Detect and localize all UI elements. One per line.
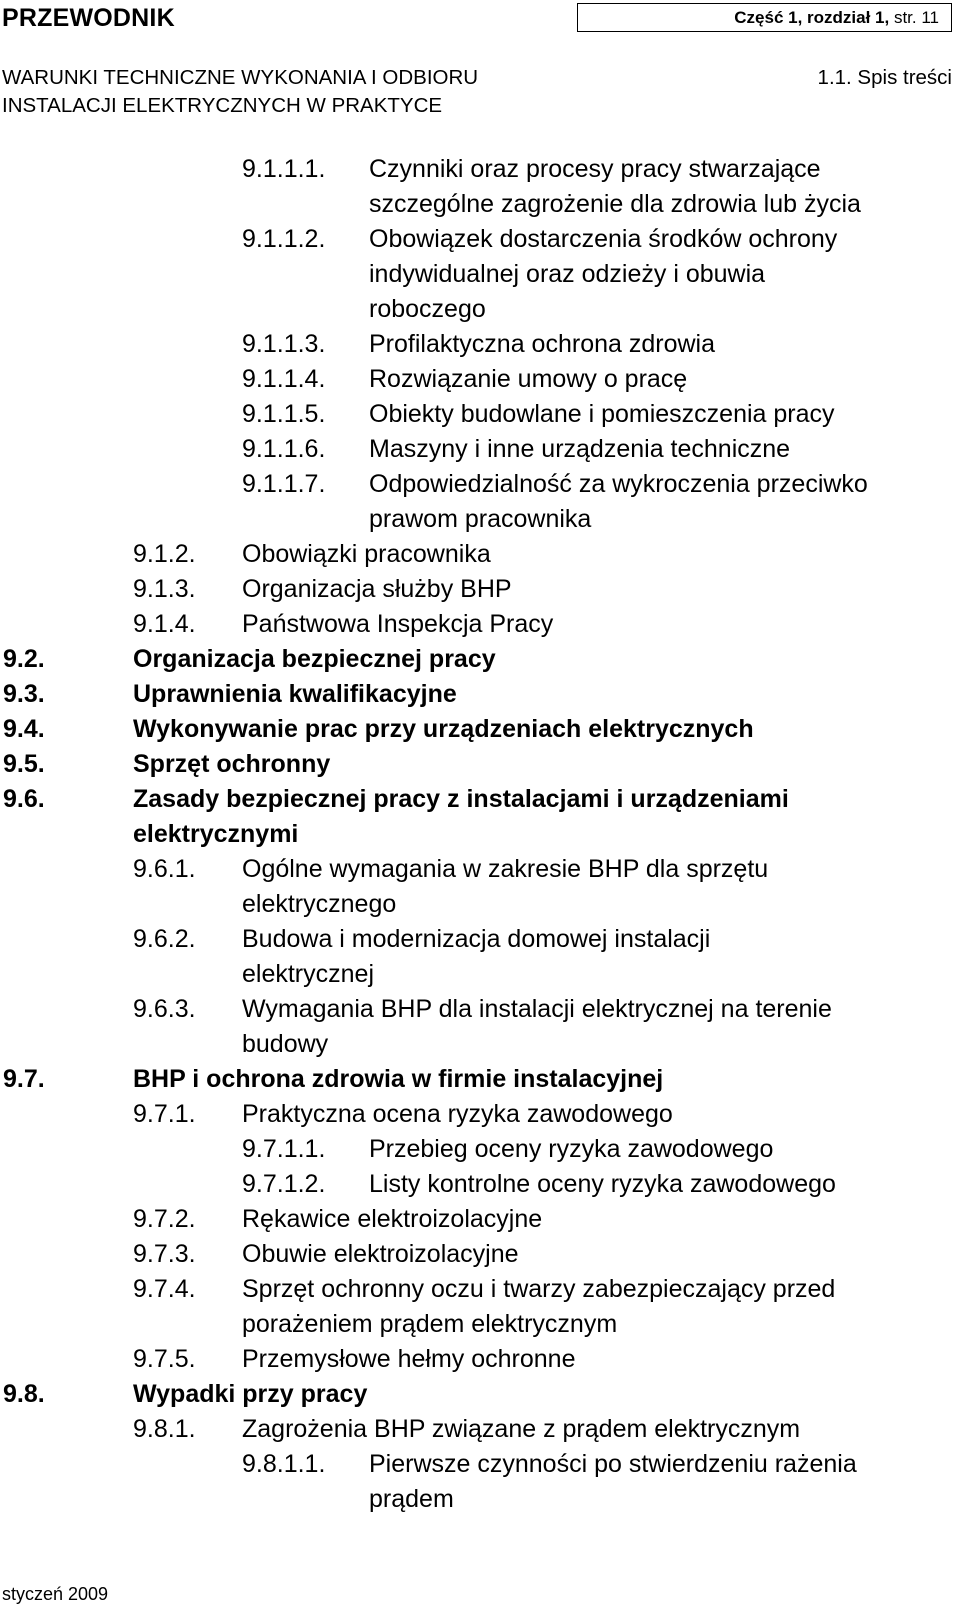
toc-entry[interactable] — [0, 1272, 960, 1342]
toc-entry-number: 9.1.1.1. — [242, 155, 326, 183]
toc-entry-number: 9.1.1.2. — [242, 225, 326, 253]
toc-entry[interactable] — [0, 327, 960, 362]
toc-entry-number: 9.1.1.3. — [242, 330, 326, 358]
toc-entry-title-line: Maszyny i inne urządzenia techniczne — [369, 435, 791, 463]
toc-entry-title-line: Obiekty budowlane i pomieszczenia pracy — [369, 400, 835, 428]
toc-entry-number: 9.1.2. — [133, 540, 196, 568]
toc-entry[interactable] — [0, 432, 960, 467]
toc-entry[interactable] — [0, 362, 960, 397]
toc-entry[interactable] — [0, 1377, 960, 1412]
toc-entry-number: 9.7.4. — [133, 1275, 196, 1303]
toc-entry-title-line: Organizacja bezpiecznej pracy — [133, 645, 496, 673]
toc-entry-title-line: Zagrożenia BHP związane z prądem elektrycznym — [242, 1415, 801, 1443]
toc-entry-title-line: Organizacja służby BHP — [242, 575, 512, 603]
toc-entry[interactable] — [0, 922, 960, 992]
toc-entry[interactable] — [0, 397, 960, 432]
section-name: 1.1. Spis treści — [817, 66, 952, 89]
toc-entry-title-line: Rękawice elektroizolacyjne — [242, 1205, 543, 1233]
toc-entry-title-line: Obowiązki pracownika — [242, 540, 491, 568]
toc-entry[interactable] — [0, 537, 960, 572]
toc-entry-title-line: Czynniki oraz procesy pracy stwarzające — [369, 155, 821, 183]
toc-entry-number: 9.4. — [3, 715, 45, 743]
toc-entry-title-line: Odpowiedzialność za wykroczenia przeciwko — [369, 470, 868, 498]
toc-entry-title-line: porażeniem prądem elektrycznym — [242, 1310, 618, 1338]
toc-entry-title-line: elektrycznymi — [133, 820, 299, 848]
book-title — [2, 64, 478, 120]
toc-entry-title-line: Wykonywanie prac przy urządzeniach elektrycznych — [133, 715, 754, 743]
toc-entry[interactable] — [0, 1447, 960, 1517]
toc-entry-number: 9.6.1. — [133, 855, 196, 883]
toc-entry[interactable] — [0, 677, 960, 712]
toc-entry-title-line: Zasady bezpiecznej pracy z instalacjami i urządzeniami — [133, 785, 789, 813]
toc-entry-number: 9.7.2. — [133, 1205, 196, 1233]
toc-entry-number: 9.1.1.7. — [242, 470, 326, 498]
toc-entry[interactable] — [0, 1132, 960, 1167]
toc-entry-number: 9.5. — [3, 750, 45, 778]
toc-entry[interactable] — [0, 642, 960, 677]
toc-entry[interactable] — [0, 572, 960, 607]
toc-entry-number: 9.8.1.1. — [242, 1450, 326, 1478]
toc-entry-title-line: BHP i ochrona zdrowia w firmie instalacyjnej — [133, 1065, 664, 1093]
toc-entry[interactable] — [0, 992, 960, 1062]
toc-entry-number: 9.1.1.6. — [242, 435, 326, 463]
toc-entry-title-line: Uprawnienia kwalifikacyjne — [133, 680, 457, 708]
toc-entry-number: 9.8. — [3, 1380, 45, 1408]
toc-entry-title-line: Państwowa Inspekcja Pracy — [242, 610, 554, 638]
toc-entry-number: 9.8.1. — [133, 1415, 196, 1443]
page-locator-box — [577, 3, 952, 32]
toc-entry[interactable] — [0, 852, 960, 922]
toc-entry-number: 9.7.1.2. — [242, 1170, 326, 1198]
toc-entry-title-line: prądem — [369, 1485, 454, 1513]
toc-entry[interactable] — [0, 1342, 960, 1377]
toc-entry-number: 9.6.3. — [133, 995, 196, 1023]
toc-entry-number: 9.6.2. — [133, 925, 196, 953]
toc-entry-title-line: elektrycznego — [242, 890, 397, 918]
toc-entry-title-line: Wymagania BHP dla instalacji elektrycznej na terenie — [242, 995, 832, 1023]
toc-entry[interactable] — [0, 1412, 960, 1447]
toc-entry-title-line: budowy — [242, 1030, 329, 1058]
locator-part: Część 1, rozdział 1, — [734, 8, 890, 27]
book-title-line-1: WARUNKI TECHNICZNE WYKONANIA I ODBIORU — [2, 66, 479, 89]
toc-entry-number: 9.7.1. — [133, 1100, 196, 1128]
toc-entry-title-line: Wypadki przy pracy — [133, 1380, 368, 1408]
toc-entry[interactable] — [0, 1097, 960, 1132]
toc-entry-number: 9.7.1.1. — [242, 1135, 326, 1163]
toc-entry-number: 9.7.5. — [133, 1345, 196, 1373]
toc-entry-title-line: Sprzęt ochronny — [133, 750, 331, 778]
toc-entry-title-line: Przemysłowe hełmy ochronne — [242, 1345, 576, 1373]
toc-entry[interactable] — [0, 1202, 960, 1237]
toc-entry-number: 9.6. — [3, 785, 45, 813]
toc-entry-number: 9.2. — [3, 645, 45, 673]
table-of-contents — [0, 152, 960, 1517]
toc-entry[interactable] — [0, 1167, 960, 1202]
toc-entry-title-line: Ogólne wymagania w zakresie BHP dla sprzętu — [242, 855, 769, 883]
toc-entry-title-line: szczególne zagrożenie dla zdrowia lub życia — [369, 190, 861, 218]
toc-entry-title-line: Sprzęt ochronny oczu i twarzy zabezpieczający przed — [242, 1275, 836, 1303]
toc-entry[interactable] — [0, 222, 960, 327]
toc-entry[interactable] — [0, 712, 960, 747]
toc-entry-title-line: roboczego — [369, 295, 486, 323]
toc-entry-number: 9.3. — [3, 680, 45, 708]
toc-entry[interactable] — [0, 1237, 960, 1272]
toc-entry-title-line: Listy kontrolne oceny ryzyka zawodowego — [369, 1170, 836, 1198]
toc-entry-number: 9.7. — [3, 1065, 45, 1093]
locator-page: str. 11 — [893, 8, 939, 27]
toc-entry-number: 9.1.3. — [133, 575, 196, 603]
toc-entry-number: 9.7.3. — [133, 1240, 196, 1268]
toc-entry-number: 9.1.1.5. — [242, 400, 326, 428]
toc-entry-title-line: Pierwsze czynności po stwierdzeniu rażenia — [369, 1450, 857, 1478]
footer-date: styczeń 2009 — [2, 1584, 109, 1604]
toc-entry-number: 9.1.1.4. — [242, 365, 326, 393]
toc-entry[interactable] — [0, 747, 960, 782]
toc-entry-number: 9.1.4. — [133, 610, 196, 638]
toc-entry[interactable] — [0, 607, 960, 642]
publication-brand: PRZEWODNIK — [2, 4, 175, 32]
toc-entry-title-line: Obowiązek dostarczenia środków ochrony — [369, 225, 838, 253]
toc-entry-title-line: Budowa i modernizacja domowej instalacji — [242, 925, 711, 953]
toc-entry-title-line: Profilaktyczna ochrona zdrowia — [369, 330, 715, 358]
toc-entry[interactable] — [0, 782, 960, 852]
toc-entry-title-line: Praktyczna ocena ryzyka zawodowego — [242, 1100, 673, 1128]
toc-entry[interactable] — [0, 152, 960, 222]
book-title-line-2: INSTALACJI ELEKTRYCZNYCH W PRAKTYCE — [2, 94, 443, 117]
toc-entry-title-line: Rozwiązanie umowy o pracę — [369, 365, 688, 393]
toc-entry-title-line: elektrycznej — [242, 960, 374, 988]
toc-entry-title-line: Przebieg oceny ryzyka zawodowego — [369, 1135, 774, 1163]
toc-entry-title-line: Obuwie elektroizolacyjne — [242, 1240, 519, 1268]
toc-entry-title-line: prawom pracownika — [369, 505, 592, 533]
toc-entry-title-line: indywidualnej oraz odzieży i obuwia — [369, 260, 766, 288]
toc-entry[interactable] — [0, 1062, 960, 1097]
toc-entry[interactable] — [0, 467, 960, 537]
